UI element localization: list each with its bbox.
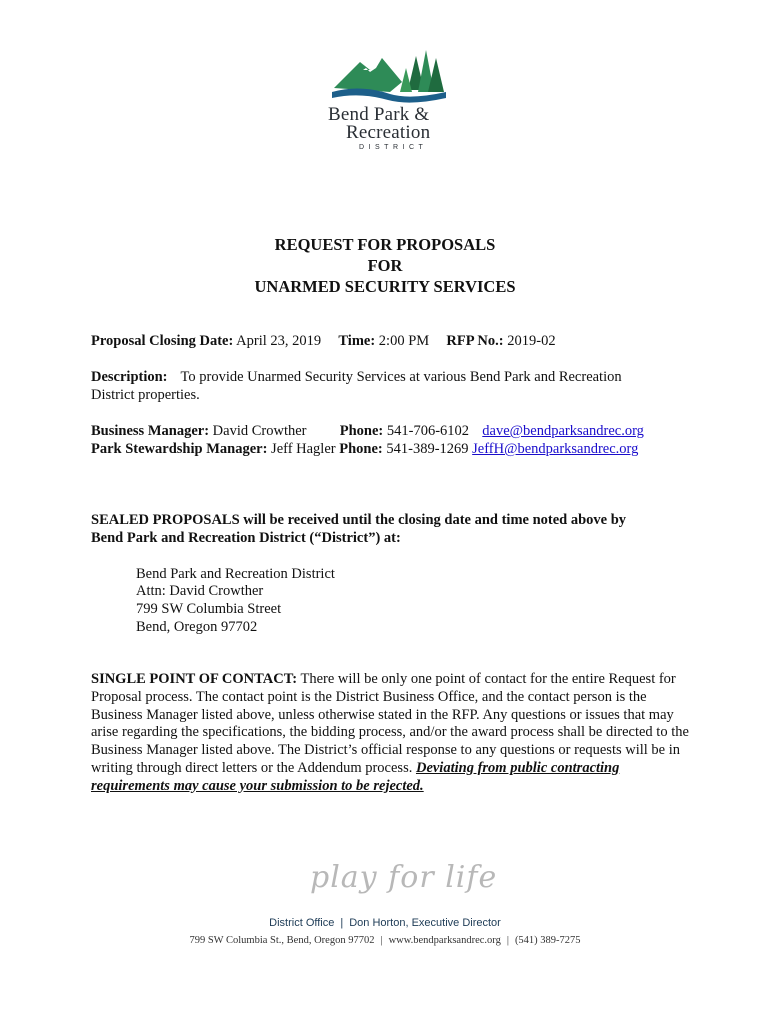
sealed-line2: Bend Park and Recreation District (“District”) at: — [91, 530, 401, 546]
title-line3: UNARMED SECURITY SERVICES — [254, 277, 516, 296]
address-line1: Bend Park and Recreation District — [136, 566, 335, 582]
contact-point-label: SINGLE POINT OF CONTACT: — [91, 671, 298, 687]
logo-district: DISTRICT — [359, 144, 428, 151]
title-line1: REQUEST FOR PROPOSALS — [274, 235, 496, 254]
footer-divider: | — [506, 935, 509, 946]
footer-divider: | — [380, 935, 383, 946]
bm-phone: 541-706-6102 — [383, 423, 470, 439]
footer-office-line — [0, 917, 770, 929]
business-manager-name: David Crowther — [209, 423, 307, 439]
business-manager-row — [91, 423, 644, 440]
play-for-life-tagline: play for life — [310, 860, 498, 895]
logo-mountain-tree-icon — [330, 48, 448, 106]
description-text2: District properties. — [91, 387, 200, 403]
park-stewardship-row — [91, 441, 638, 458]
psm-email-link[interactable]: JeffH@bendparksandrec.org — [472, 441, 639, 457]
logo-name-line1: Bend Park & — [328, 104, 430, 125]
contracting-warning: Deviating from public contracting requirements may cause your submission to be rejected. — [91, 759, 620, 794]
rfp-number-value: 2019-02 — [503, 333, 556, 349]
address-line4: Bend, Oregon 97702 — [136, 619, 258, 635]
description-line1 — [91, 369, 622, 386]
closing-info — [91, 333, 556, 350]
psm-phone-label: Phone: — [339, 441, 383, 457]
footer-website[interactable]: www.bendparksandrec.org — [388, 935, 501, 946]
title-line2: FOR — [367, 256, 403, 275]
bm-phone-label: Phone: — [339, 423, 384, 439]
closing-date-value: April 23, 2019 — [233, 333, 322, 349]
closing-time-label: Time: — [338, 333, 376, 349]
footer-divider: | — [340, 917, 344, 929]
description-text1: To provide Unarmed Security Services at various Bend Park and Recreation — [180, 369, 622, 385]
psm-phone: 541-389-1269 — [382, 441, 469, 457]
closing-time-value: 2:00 PM — [375, 333, 430, 349]
district-logo — [322, 48, 457, 160]
closing-date-label: Proposal Closing Date: — [91, 333, 234, 349]
logo-name-line2: Recreation — [346, 122, 431, 143]
footer-contact-line — [0, 935, 770, 946]
footer-address: 799 SW Columbia St., Bend, Oregon 97702 — [189, 935, 375, 946]
business-manager-label: Business Manager: — [91, 423, 210, 439]
sealed-line1: SEALED PROPOSALS will be received until the closing date and time noted above by — [91, 512, 627, 528]
single-point-of-contact — [91, 671, 691, 796]
address-line2: Attn: David Crowther — [136, 583, 264, 599]
contact-point-text: There will be only one point of contact for the entire Request for Proposal process. The contact point is the District Business Office, and the contact person is the Business Manager listed above, unless otherwise stated in the RFP. Any questions or issues that may arise regarding the specifications, the bidding process, and/or the award process shall be directed to the Business Manager listed above. The District’s official response to any questions or requests will be in writing through direct letters or the Addendum process. — [91, 671, 689, 776]
footer-office: District Office — [269, 917, 335, 929]
bm-email-link[interactable]: dave@bendparksandrec.org — [482, 423, 644, 439]
description-label: Description: — [91, 369, 168, 385]
rfp-number-label: RFP No.: — [446, 333, 504, 349]
footer-director: Don Horton, Executive Director — [349, 917, 501, 929]
psm-name: Jeff Hagler — [267, 441, 336, 457]
psm-label: Park Stewardship Manager: — [91, 441, 268, 457]
address-line3: 799 SW Columbia Street — [136, 601, 282, 617]
footer-phone: (541) 389-7275 — [514, 935, 581, 946]
